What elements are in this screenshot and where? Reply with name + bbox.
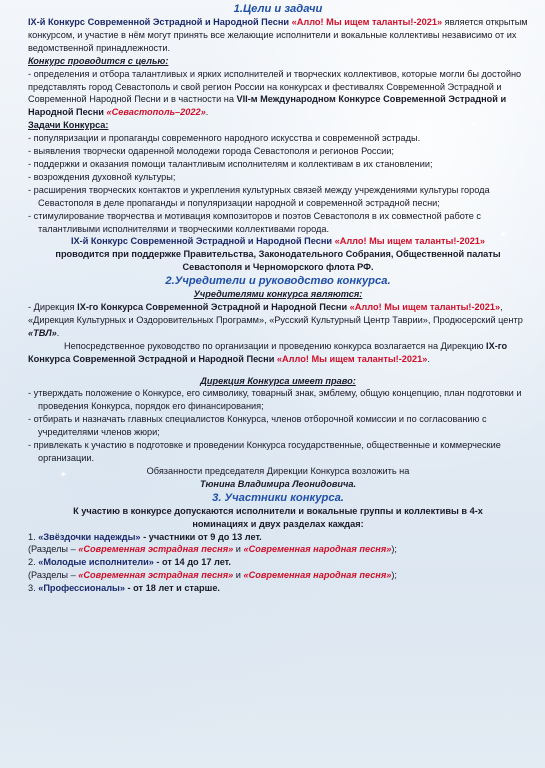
nomination-age: - участники от 9 до 13 лет. [140, 531, 262, 542]
nomination-number: 1. [28, 531, 39, 542]
founders-contest: IX-го Конкурса Современной Эстрадной и Народной Песни [77, 302, 350, 313]
purpose-paragraph [28, 68, 528, 120]
task-item: - выявления творчески одаренной молодежи города Севастополя и регионов России; [28, 146, 394, 157]
sections-line [28, 543, 528, 556]
rights-item: - отбирать и назначать главных специалистов Конкурса, членов отборочной комиссии и по согласованию с учредителями членов жюри; [28, 414, 487, 438]
purpose-end: . [205, 107, 209, 118]
participants-intro: К участию в конкурсе допускаются исполнители и вокальные группы и коллективы в 4-х номинациях и двух разделах каждая: [73, 505, 483, 529]
founders-text: - Дирекция [28, 302, 78, 313]
support-text: проводится при поддержке Правительства, Законодательного Собрания, Общественной палаты Севастополя и Черноморского флота РФ. [55, 249, 501, 273]
founders-paragraph [28, 301, 528, 340]
purpose-heading: Конкурс проводится с целью: [28, 55, 169, 66]
management-end: . [427, 353, 430, 364]
nomination-number: 2. [28, 557, 39, 568]
intro-text: является открытым конкурсом, и участие в нём могут принять все желающие исполнители и вокальные коллективы независимо от их ведомственной принадлежности. [28, 17, 528, 53]
sections-line [28, 569, 528, 582]
sections-label: (Разделы – [28, 544, 79, 555]
sevastopol-2022: «Севастополь–2022» [106, 107, 206, 118]
sparkle-icon: ✦ [500, 230, 507, 239]
sections-end: ); [391, 570, 397, 581]
founders-heading: Учредителями конкурса являются: [193, 289, 363, 300]
section-1-title: 1.Цели и задачи [233, 3, 323, 15]
chair-name: Тюнина Владимира Леонидовича. [199, 478, 357, 489]
rights-heading: Дирекция Конкурса имеет право: [200, 375, 356, 386]
management-paragraph [28, 340, 528, 366]
founders-contest-name: «Алло! Мы ищем таланты!-2021» [349, 302, 501, 313]
nomination-age: - от 18 лет и старше. [125, 583, 220, 594]
chair-line: Обязанности председателя Дирекции Конкурса возложить на [146, 465, 410, 476]
rights-item: - привлекать к участию в подготовке и проведении Конкурса государственные, общественные и коммерческие организации. [28, 440, 501, 463]
support-contest-name: «Алло! Мы ищем таланты!-2021» [334, 236, 486, 247]
sections-end: ); [391, 544, 397, 555]
rights-item: - утверждать положение о Конкурсе, его символику, товарный знак, эмблему, общую концепцию, план подготовки и проведения Конкурса, порядок его финансирования; [28, 388, 522, 412]
section-folk: «Современная народная песня» [243, 544, 392, 555]
sparkle-icon: ✦ [470, 120, 477, 129]
nomination-name: «Молодые исполнители» [38, 557, 154, 568]
section-3-title: 3. Участники конкурса. [212, 491, 344, 504]
task-item: - расширения творческих контактов и укрепления культурных связей между учреждениями культуры города Севастополя в деле пропаганды и популяризации народной и современной эстрадной песни; [28, 184, 490, 208]
section-estrada: «Современная эстрадная песня» [78, 570, 234, 581]
management-contest-name: «Алло! Мы ищем таланты!-2021» [276, 353, 428, 364]
task-item: - популяризации и пропаганды современного народного искусства и современной эстрады. [28, 133, 421, 144]
sections-and: и [233, 570, 244, 581]
section-folk: «Современная народная песня» [243, 570, 392, 581]
sections-label: (Разделы – [28, 570, 79, 581]
support-title: IX-й Конкурс Современной Эстрадной и Народной Песни [70, 236, 335, 247]
intro-paragraph [28, 16, 528, 55]
nomination-item [28, 582, 528, 595]
nomination-name: «Профессионалы» [38, 583, 125, 594]
section-estrada: «Современная эстрадная песня» [78, 544, 234, 555]
document-page [28, 2, 528, 595]
task-item: - стимулирование творчества и мотивация композиторов и поэтов Севастополя в их совместной работе с талантливыми исполнителями и творческими коллективами города. [28, 210, 482, 234]
sparkle-icon: ✦ [60, 470, 67, 479]
founders-orgs: , «Дирекция Культурных и Оздоровительных Программ», «Русский Культурный Центр Таврии», Продюсерский центр [28, 302, 523, 325]
international-contest: VII-м Международном Конкурсе Современной Эстрадной и Народной Песни [28, 94, 507, 118]
sections-and: и [233, 544, 244, 555]
tasks-heading: Задачи Конкурса: [28, 120, 109, 131]
nomination-number: 3. [28, 583, 39, 594]
nomination-item [28, 531, 528, 544]
task-item: - возрождения духовной культуры; [28, 171, 176, 182]
task-item: - поддержки и оказания помощи талантливым исполнителям и коллективам в их становлении; [28, 158, 433, 169]
contest-title: IX-й Конкурс Современной Эстрадной и Народной Песни [28, 17, 292, 27]
nomination-name: «Звёздочки надежды» [38, 531, 141, 542]
management-text: Непосредственное руководство по организации и проведению конкурса возлагается на Дирекцию [64, 340, 487, 351]
founders-end: . [56, 327, 60, 338]
nomination-age: - от 14 до 17 лет. [153, 557, 231, 568]
purpose-text: - определения и отбора талантливых и ярких исполнителей и творческих коллективов, которые могли бы достойно представлять город Севастополь и свой регион России на конкурсах и фестивалях Современной Эстрадной и Современной Народной Песни и в частности на [28, 68, 522, 105]
contest-name: «Алло! Мы ищем таланты!-2021» [291, 17, 443, 27]
nomination-item [28, 556, 528, 569]
management-contest: IX-го Конкурса Современной Эстрадной и Народной Песни [28, 340, 508, 364]
producer-center: «ТВЛ» [28, 327, 57, 338]
support-paragraph [28, 235, 528, 274]
section-2-title: 2.Учредители и руководство конкурса. [165, 275, 391, 288]
